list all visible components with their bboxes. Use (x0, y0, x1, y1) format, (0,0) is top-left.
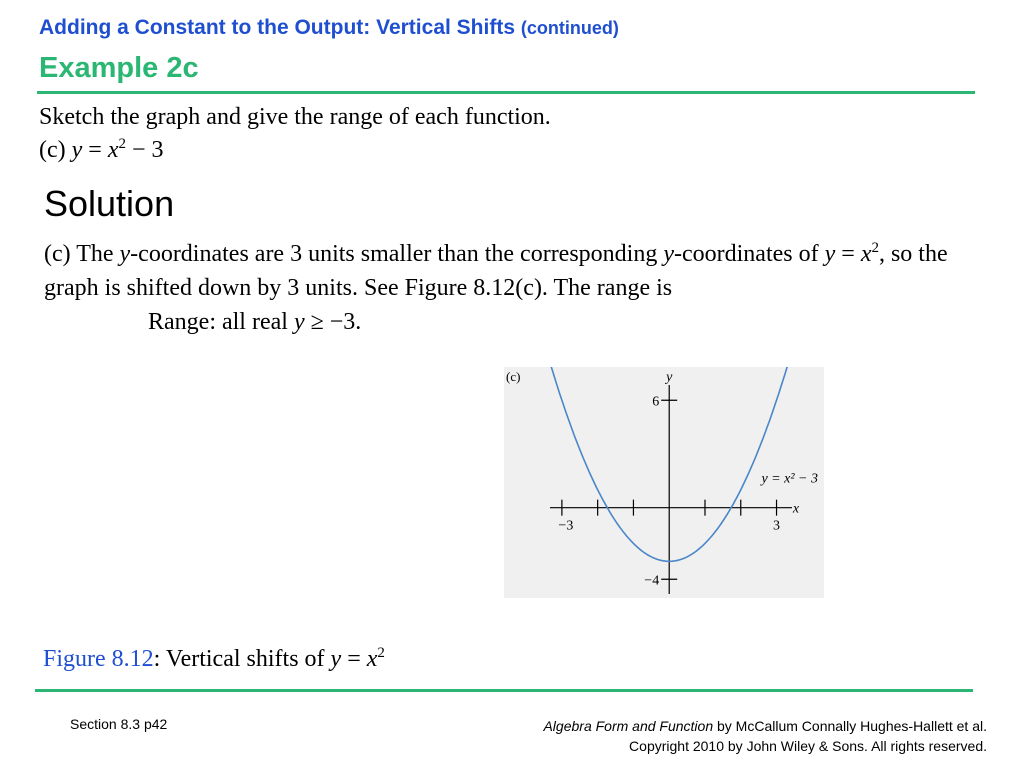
y-tick-label: −4 (644, 573, 660, 589)
range-suffix: ≥ −3. (304, 309, 362, 335)
copyright: Copyright 2010 by John Wiley & Sons. All rights reserved. (629, 738, 987, 754)
var-y: y (663, 241, 674, 267)
var-x: x (107, 137, 119, 163)
book-authors: by McCallum Connally Hughes-Hallett et al. (713, 718, 987, 734)
footer-section: Section 8.3 p42 (70, 716, 168, 732)
var-y: y (824, 241, 836, 267)
solution-body (44, 237, 964, 339)
exponent: 2 (377, 645, 385, 661)
solution-heading: Solution (44, 183, 175, 224)
var-y: y (71, 137, 83, 163)
x-tick-label: −3 (558, 518, 574, 534)
part-label: (c) (39, 137, 72, 163)
footer-credits (543, 716, 987, 756)
prompt-line: Sketch the graph and give the range of each function. (39, 104, 551, 130)
caption-text: : Vertical shifts of (153, 646, 331, 672)
figure-label: Figure 8.12 (43, 646, 154, 672)
curve-label: y = x² − 3 (761, 471, 818, 487)
problem-prompt (39, 101, 551, 167)
sol-text-5: , so the graph is shifted down by 3 units. See Figure 8.12(c). The range is (44, 241, 948, 301)
exponent: 2 (118, 136, 126, 152)
bottom-divider (35, 689, 973, 692)
constant: − 3 (126, 137, 164, 163)
equals: = (82, 137, 108, 163)
x-tick-label: 3 (773, 518, 781, 534)
figure-caption (43, 646, 385, 673)
sol-text-3: -coordinates of (674, 241, 825, 267)
book-title: Algebra Form and Function (543, 718, 714, 734)
slide-title (39, 16, 619, 40)
slide-title-main: Adding a Constant to the Output: Vertical Shifts (39, 16, 515, 39)
var-y: y (330, 646, 342, 672)
var-x: x (366, 646, 378, 672)
sol-text-2: -coordinates are 3 units smaller than the corresponding (130, 241, 664, 267)
example-heading: Example 2c (39, 52, 199, 84)
var-x: x (860, 241, 872, 267)
range-statement (44, 305, 964, 339)
footer-book-line (543, 716, 987, 736)
solution-paragraph (44, 237, 964, 305)
equals: = (835, 241, 861, 267)
slide-title-suffix: (continued) (520, 18, 619, 38)
exponent: 2 (871, 240, 879, 256)
var-y: y (293, 309, 305, 335)
var-y: y (119, 241, 131, 267)
equals: = (341, 646, 367, 672)
y-axis-label: y (666, 370, 673, 385)
sol-text-1: (c) The (44, 241, 120, 267)
range-prefix: Range: all real (148, 309, 294, 335)
y-tick-label: 6 (652, 394, 660, 410)
x-axis-label: x (792, 501, 800, 517)
parabola-chart (504, 367, 824, 598)
top-divider (37, 91, 975, 94)
panel-label: (c) (506, 369, 521, 384)
prompt-function (39, 134, 551, 167)
parabola-figure (504, 367, 824, 598)
